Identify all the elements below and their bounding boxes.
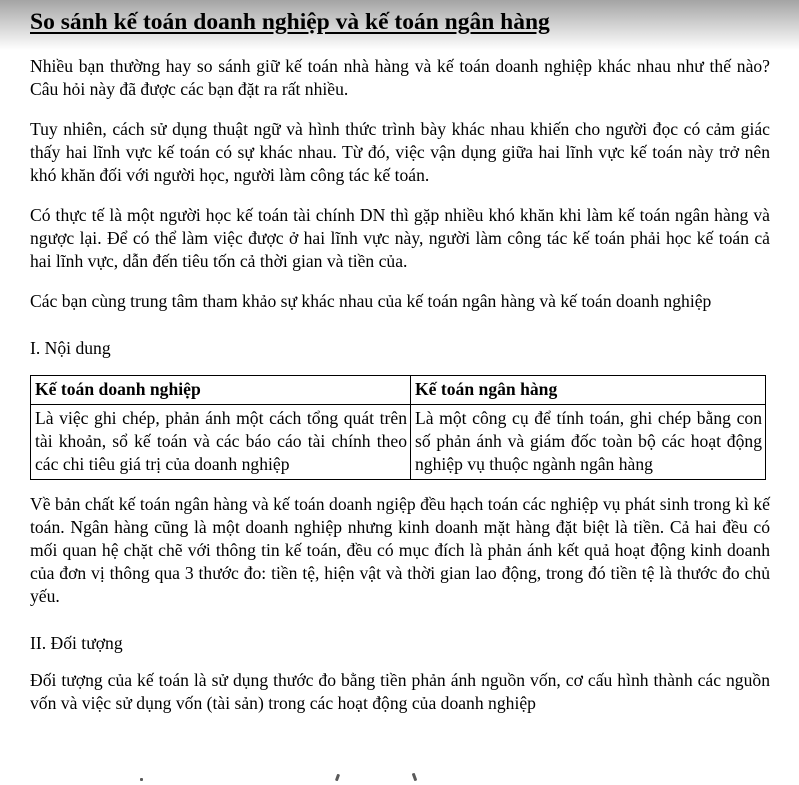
intro-paragraph-2: Tuy nhiên, cách sử dụng thuật ngữ và hình thức trình bày khác nhau khiến cho người đọc có cảm giác thấy hai lĩnh vực kế toán có sự khác nhau. Từ đó, việc vận dụng giữa hai lĩnh vực kế toán này trở nên khó khăn đối với người học, người làm công tác kế toán. [30,119,770,185]
section-content-paragraph: Về bản chất kế toán ngân hàng và kế toán doanh ngiệp đều hạch toán các nghiệp vụ phát sinh trong kì kế toán. Ngân hàng cũng là một doanh nghiệp nhưng kinh doanh mặt hàng đặt biệt là tiền. Cả hai đều có mối quan hệ chặt chẽ với thông tin kế toán, đều có mục đích là phản ánh kết quả hoạt động kinh doanh của đơn vị thông qua 3 thước đo: tiền tệ, hiện vật và thời gian lao động, trong đó tiền tệ là thước đo chủ yếu. [30,494,770,606]
table-header-bank-accounting: Kế toán ngân hàng [411,376,766,405]
section-heading-content: I. Nội dung [30,338,111,358]
section-subject-paragraph: Đối tượng của kế toán là sử dụng thước đo bằng tiền phản ánh nguồn vốn, cơ cấu hình thành các nguồn vốn và việc sử dụng vốn (tài sản) trong các hoạt động của doanh nghiệp [30,670,770,713]
table-cell-enterprise-definition: Là việc ghi chép, phản ánh một cách tổng quát trên tài khoản, sổ kế toán và các báo cáo tài chính theo các chi tiêu giá trị của doanh nghiệp [31,405,411,480]
table-row [31,405,766,480]
section-heading-subject: II. Đối tượng [30,633,123,653]
clipped-next-line-tip [335,774,340,782]
intro-paragraph-3: Có thực tế là một người học kế toán tài chính DN thì gặp nhiều khó khăn khi làm kế toán ngân hàng và ngược lại. Để có thể làm việc được ở hai lĩnh vực này, người làm công tác kế toán phải học kế toán cả hai lĩnh vực, dẫn đến tiêu tốn cả thời gian và tiền của. [30,205,770,271]
table-cell-bank-definition: Là một công cụ để tính toán, ghi chép bằng con số phản ánh và giám đốc toàn bộ các hoạt động nghiệp vụ thuộc ngành ngân hàng [411,405,766,480]
intro-paragraph-1: Nhiều bạn thường hay so sánh giữ kế toán nhà hàng và kế toán doanh nghiệp khác nhau như thế nào? Câu hỏi này đã được các bạn đặt ra rất nhiều. [30,56,770,99]
table-header-row [31,376,766,405]
page-title: So sánh kế toán doanh nghiệp và kế toán ngân hàng [30,9,550,35]
clipped-next-line-tip [140,778,143,781]
table-header-enterprise-accounting: Kế toán doanh nghiệp [31,376,411,405]
clipped-next-line-tip [412,773,418,782]
comparison-table [30,375,766,480]
intro-paragraph-4: Các bạn cùng trung tâm tham khảo sự khác nhau của kế toán ngân hàng và kế toán doanh nghiệp [30,291,712,311]
